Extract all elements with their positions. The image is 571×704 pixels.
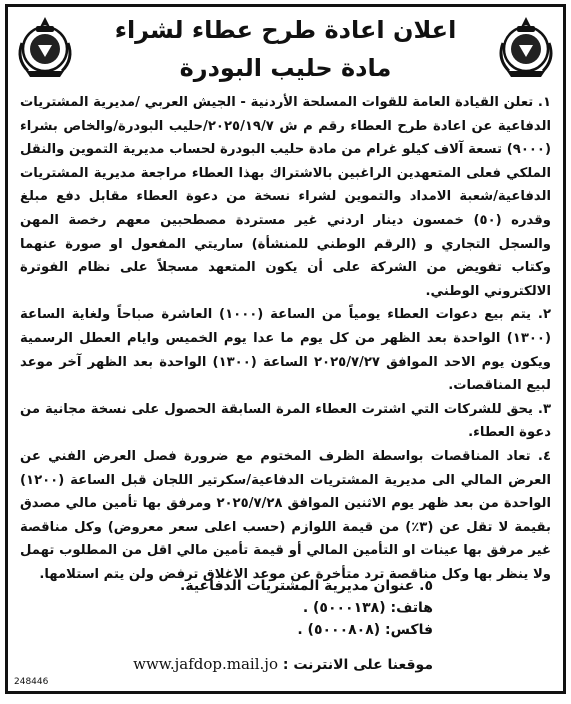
paragraph-2: ٢. يتم بيع دعوات العطاء يومياً من الساعة (١٠٠٠) العاشرة صباحاً ولغاية الساعة (١٣٠٠) الواحدة بعد الظهر من كل يوم ما عدا يوم الخميس وايام العطل الرسمية ويكون يوم الاحد الموافق ٢٠٢٥/٧/٢٧ الساعة (١٣٠٠) الواحدة بعد الظهر آخر موعد لبيع المناقصات. <box>20 307 551 394</box>
announcement-subtitle: مادة حليب البودرة <box>179 54 392 82</box>
website-link[interactable]: www.jafdop.mail.jo <box>133 655 278 673</box>
phone-number: هاتف: (٥٠٠٠١٣٨) . <box>302 600 433 616</box>
tender-announcement <box>5 4 566 694</box>
paragraph-1: ١. تعلن القيادة العامة للقوات المسلحة الأردنية - الجيش العربي /مديرية المشتريات الدفاعية عن اعادة طرح العطاء رقم م ش ٢٠٢٥/١٩/٧/حليب البودرة/والخاص بشراء (٩٠٠٠) تسعة آلاف كيلو غرام من مادة حليب البودرة لحساب مديرية التموين والنقل الملكي فعلى المتعهدين الراغبين بالاشتراك بهذا العطاء مراجعة مديرية المشتريات الدفاعية/شعبة الامداد والتموين لشراء نسخة من دعوة العطاء مقابل دفع مبلغ وقدره (٥٠) خمسون دينار اردني غير مستردة مصطحبين معهم رخصة المهن والسجل التجاري و (الرقم الوطني للمنشأة) ساريتي المفعول او صورة عنهما وكتاب تفويض من الشركة على أن يكون المتعهد مسجلاً على نظام الفوترة الالكتروني الوطني. <box>20 95 551 299</box>
contact-section <box>180 575 433 641</box>
announcement-body <box>20 91 551 586</box>
fax-number: فاكس: (٥٠٠٠٨٠٨) . <box>297 622 433 638</box>
website-label: موقعنا على الانترنت : <box>282 657 433 673</box>
jordan-armed-forces-emblem-icon <box>495 13 557 79</box>
ad-reference-code: 248446 <box>14 677 49 687</box>
paragraph-4: ٤. تعاد المناقصات بواسطة الظرف المختوم مع ضرورة فصل العرض الفني عن العرض المالي الى مديرية المشتريات الدفاعية/سكرتير اللجان قبل الساعة (١٢٠٠) الواحدة من بعد ظهر يوم الاثنين الموافق ٢٠٢٥/٧/٢٨ ومرفق بها تأمين مالي مصدق بقيمة لا تقل عن (٣٪) من قيمة اللوازم (حسب اعلى سعر معروض) وكل مناقصة غير مرفق بها عينات او التأمين المالي أو قيمة تأمين مالي اقل من المطلوب تهمل ولا ينظر بها وكل مناقصة ترد متأخرة عن موعد الاغلاق ترفض ولن يتم استلامها. <box>20 448 552 582</box>
jordan-armed-forces-emblem-icon <box>14 13 76 79</box>
website-row <box>133 655 433 673</box>
paragraph-3: ٣. يحق للشركات التي اشترت العطاء المرة السابقة الحصول على نسخة مجانية من دعوة العطاء. <box>20 401 551 441</box>
announcement-title: اعلان اعادة طرح عطاء لشراء <box>114 16 457 44</box>
address-label: ٥. عنوان مديرية المشتريات الدفاعية. <box>180 578 433 594</box>
